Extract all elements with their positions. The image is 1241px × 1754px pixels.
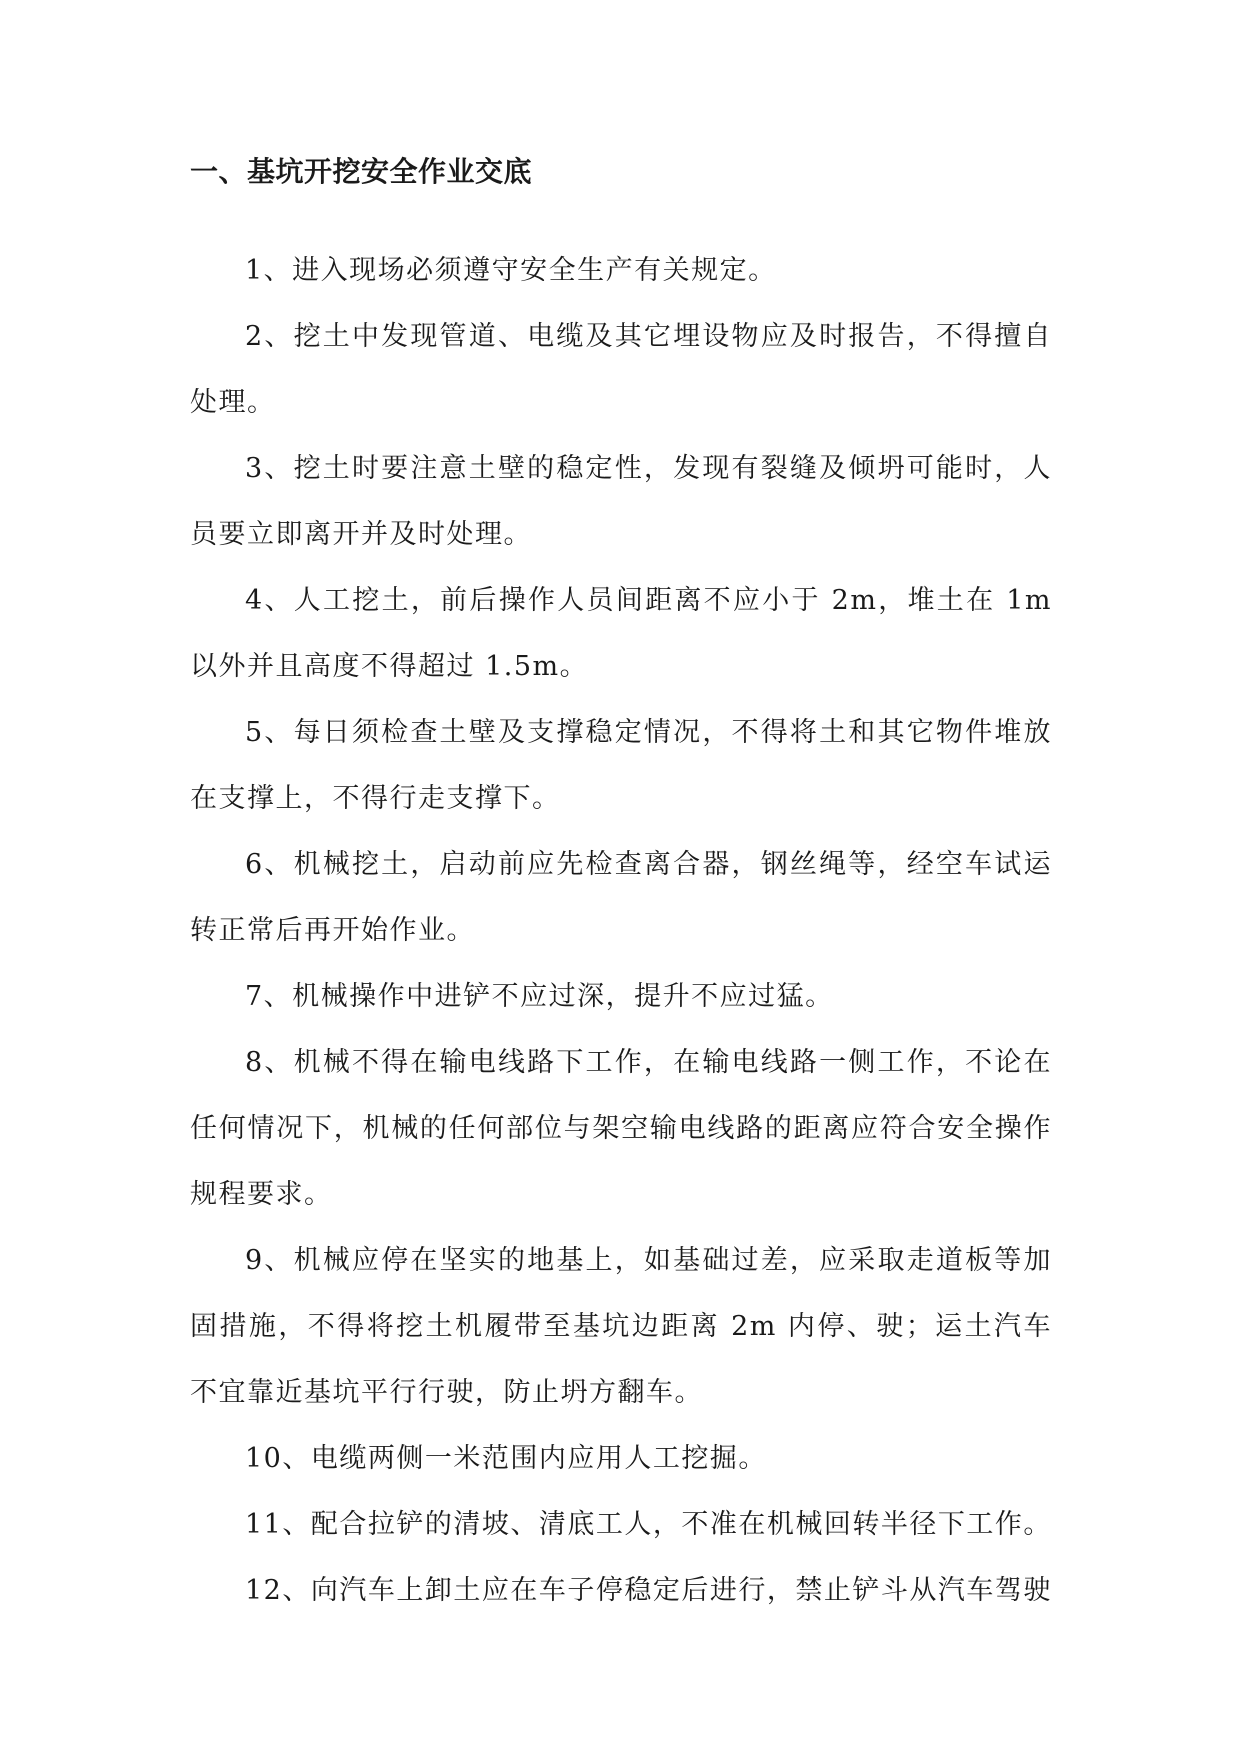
list-item: 3、挖土时要注意土壁的稳定性，发现有裂缝及倾坍可能时，人员要立即离开并及时处理。	[190, 453, 1052, 550]
list-item: 5、每日须检查土壁及支撑稳定情况，不得将土和其它物件堆放在支撑上，不得行走支撑下。	[190, 717, 1052, 814]
list-item: 8、机械不得在输电线路下工作，在输电线路一侧工作，不论在任何情况下，机械的任何部位与架空输电线路的距离应符合安全操作规程要求。	[190, 1047, 1052, 1210]
list-item: 1、进入现场必须遵守安全生产有关规定。	[245, 255, 777, 286]
document-body	[190, 140, 1052, 1624]
list-item: 7、机械操作中进铲不应过深，提升不应过猛。	[245, 981, 834, 1012]
section-heading: 一、基坑开挖安全作业交底	[190, 155, 533, 188]
list-item: 12、向汽车上卸土应在车子停稳定后进行，禁止铲斗从汽车驾驶	[245, 1575, 1052, 1606]
list-item: 4、人工挖土，前后操作人员间距离不应小于 2m，堆土在 1m 以外并且高度不得超过 1.5m。	[190, 585, 1052, 682]
list-item: 9、机械应停在坚实的地基上，如基础过差，应采取走道板等加固措施，不得将挖土机履带至基坑边距离 2m 内停、驶；运土汽车不宜靠近基坑平行行驶，防止坍方翻车。	[190, 1245, 1052, 1408]
list-item: 6、机械挖土，启动前应先检查离合器，钢丝绳等，经空车试运转正常后再开始作业。	[190, 849, 1052, 946]
list-item: 2、挖土中发现管道、电缆及其它埋设物应及时报告，不得擅自处理。	[190, 321, 1052, 418]
list-item: 10、电缆两侧一米范围内应用人工挖掘。	[245, 1443, 767, 1474]
list-item: 11、配合拉铲的清坡、清底工人，不准在机械回转半径下工作。	[245, 1509, 1052, 1540]
